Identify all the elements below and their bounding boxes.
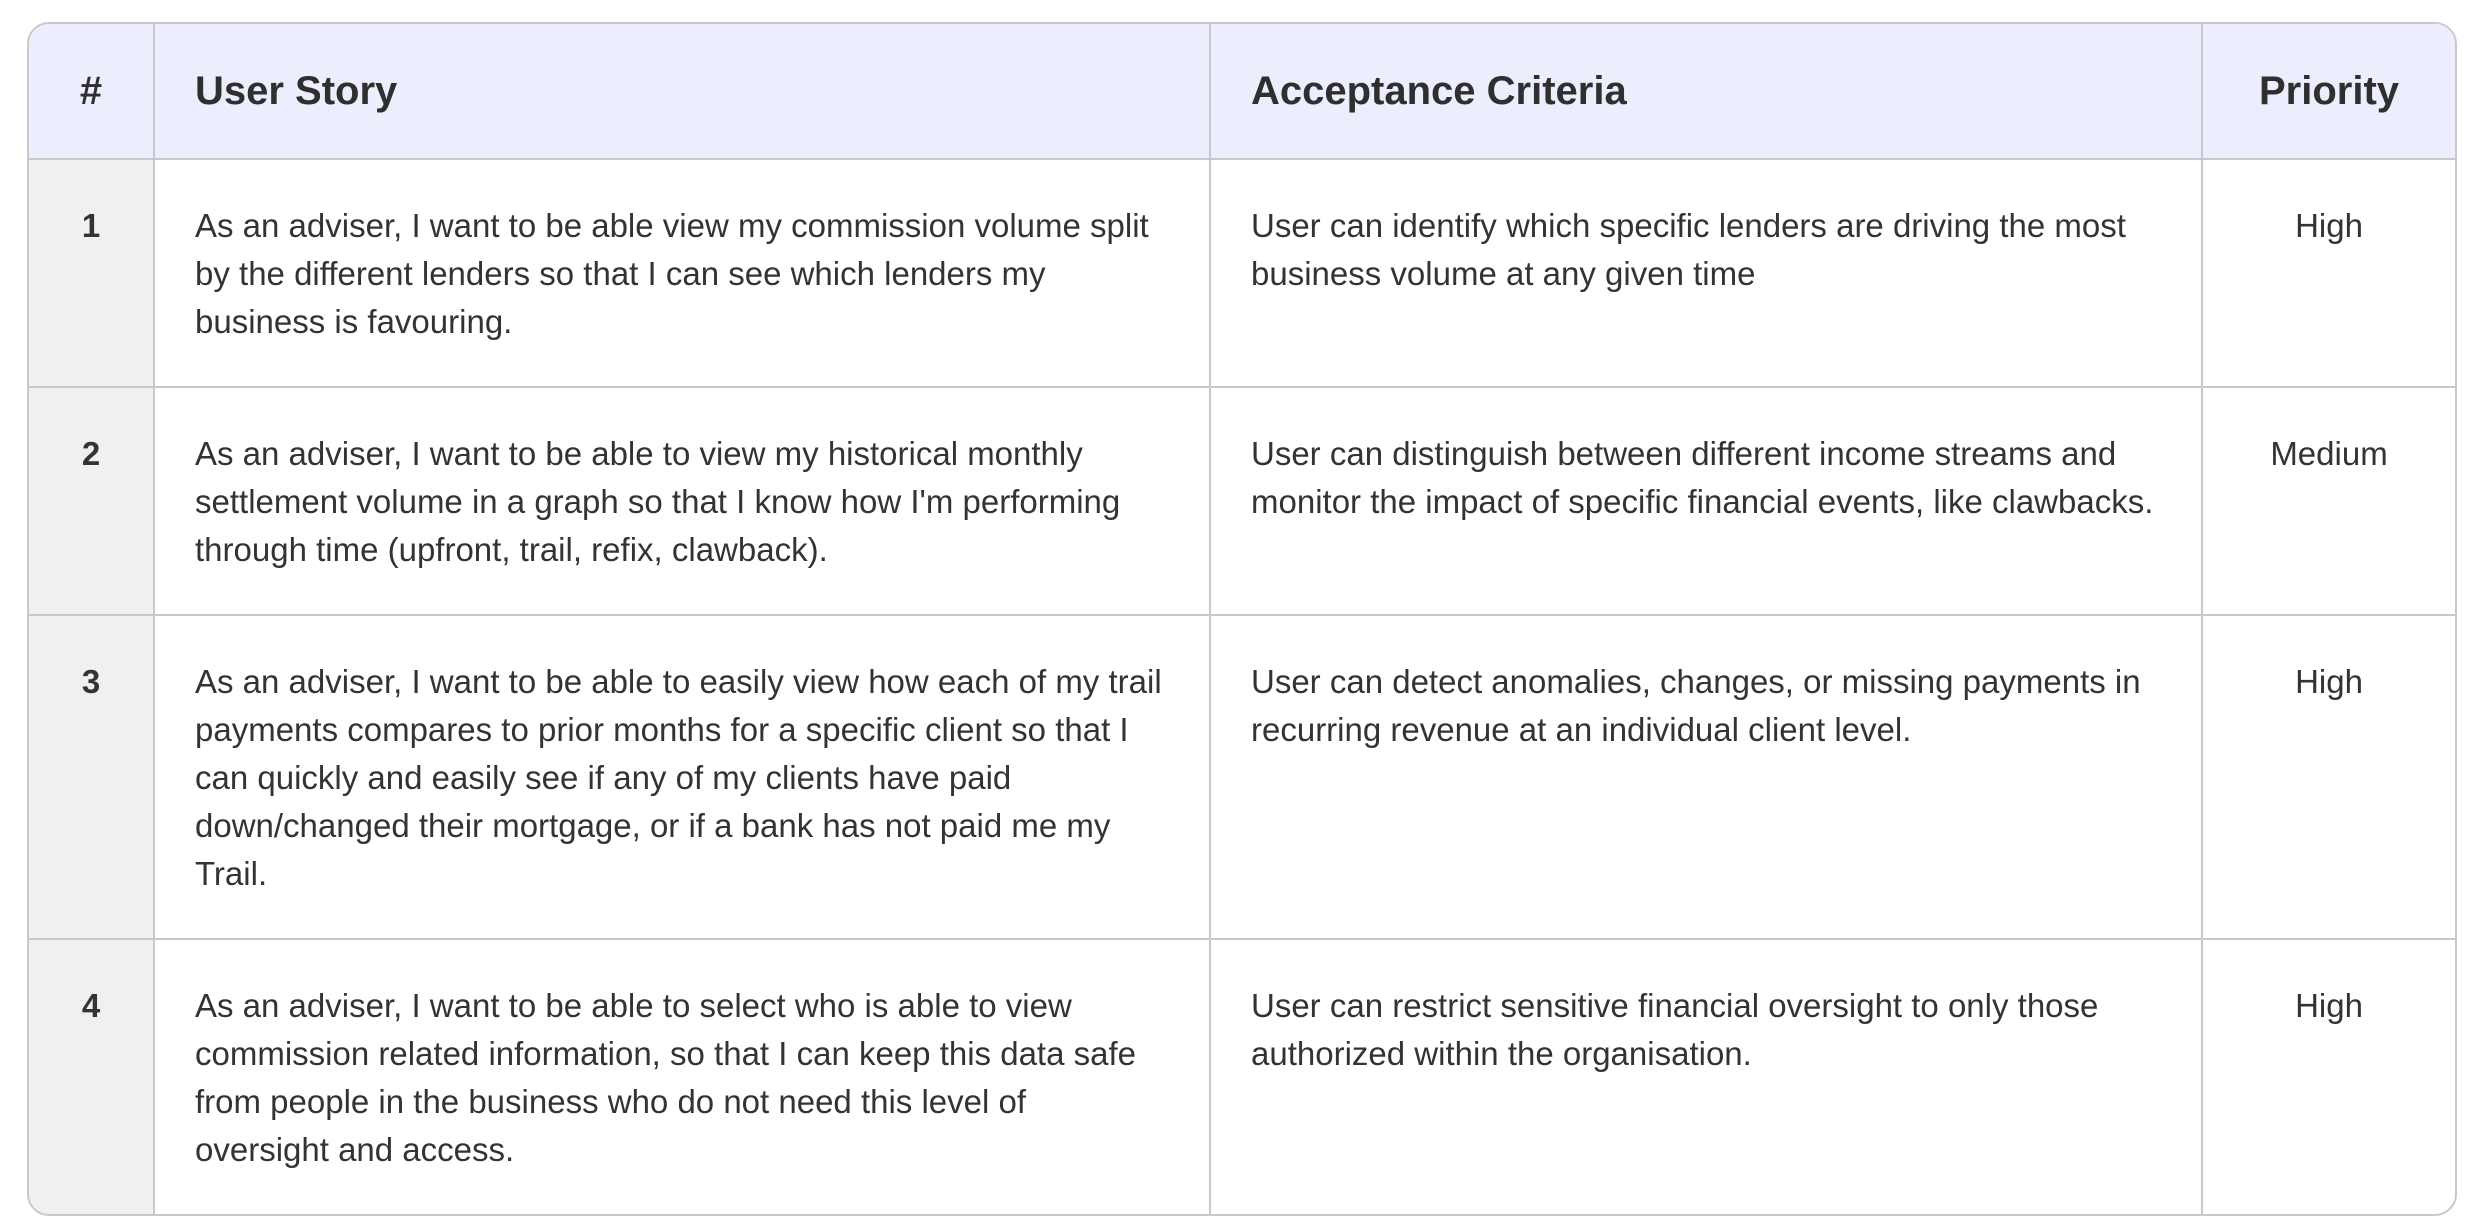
- table-body: [29, 159, 2455, 1214]
- header-user-story: User Story: [154, 24, 1210, 159]
- table-row: [29, 939, 2455, 1214]
- priority-cell: High: [2202, 159, 2455, 387]
- priority-cell: Medium: [2202, 387, 2455, 615]
- header-acceptance-criteria: Acceptance Criteria: [1210, 24, 2202, 159]
- user-story-cell: As an adviser, I want to be able to view my historical monthly settlement volume in a graph so that I know how I'm performing through time (upfront, trail, refix, clawback).: [154, 387, 1210, 615]
- user-stories-table: [27, 22, 2457, 1216]
- acceptance-criteria-cell: User can restrict sensitive financial oversight to only those authorized within the organisation.: [1210, 939, 2202, 1214]
- priority-cell: High: [2295, 987, 2363, 1024]
- table-row: [29, 615, 2455, 939]
- row-number: 1: [29, 159, 154, 387]
- header-row: [29, 24, 2455, 159]
- row-number: 2: [29, 387, 154, 615]
- priority-cell: High: [2202, 615, 2455, 939]
- row-number: 3: [29, 615, 154, 939]
- acceptance-criteria-cell: User can detect anomalies, changes, or missing payments in recurring revenue at an individual client level.: [1210, 615, 2202, 939]
- user-story-cell: As an adviser, I want to be able view my commission volume split by the different lenders so that I can see which lenders my business is favouring.: [154, 159, 1210, 387]
- table-row: [29, 159, 2455, 387]
- header-priority: Priority: [2202, 24, 2455, 159]
- table-header: [29, 24, 2455, 159]
- user-story-cell: As an adviser, I want to be able to easily view how each of my trail payments compares to prior months for a specific client so that I can quickly and easily see if any of my clients have paid down/changed their mortgage, or if a bank has not paid me my Trail.: [154, 615, 1210, 939]
- table-row: [29, 387, 2455, 615]
- table: [29, 24, 2455, 1214]
- user-story-cell: As an adviser, I want to be able to select who is able to view commission related information, so that I can keep this data safe from people in the business who do not need this level of oversight and access.: [154, 939, 1210, 1214]
- acceptance-criteria-cell: User can identify which specific lenders are driving the most business volume at any given time: [1210, 159, 2202, 387]
- row-number: 4: [29, 939, 154, 1214]
- header-number: #: [29, 24, 154, 159]
- acceptance-criteria-cell: User can distinguish between different income streams and monitor the impact of specific financial events, like clawbacks.: [1210, 387, 2202, 615]
